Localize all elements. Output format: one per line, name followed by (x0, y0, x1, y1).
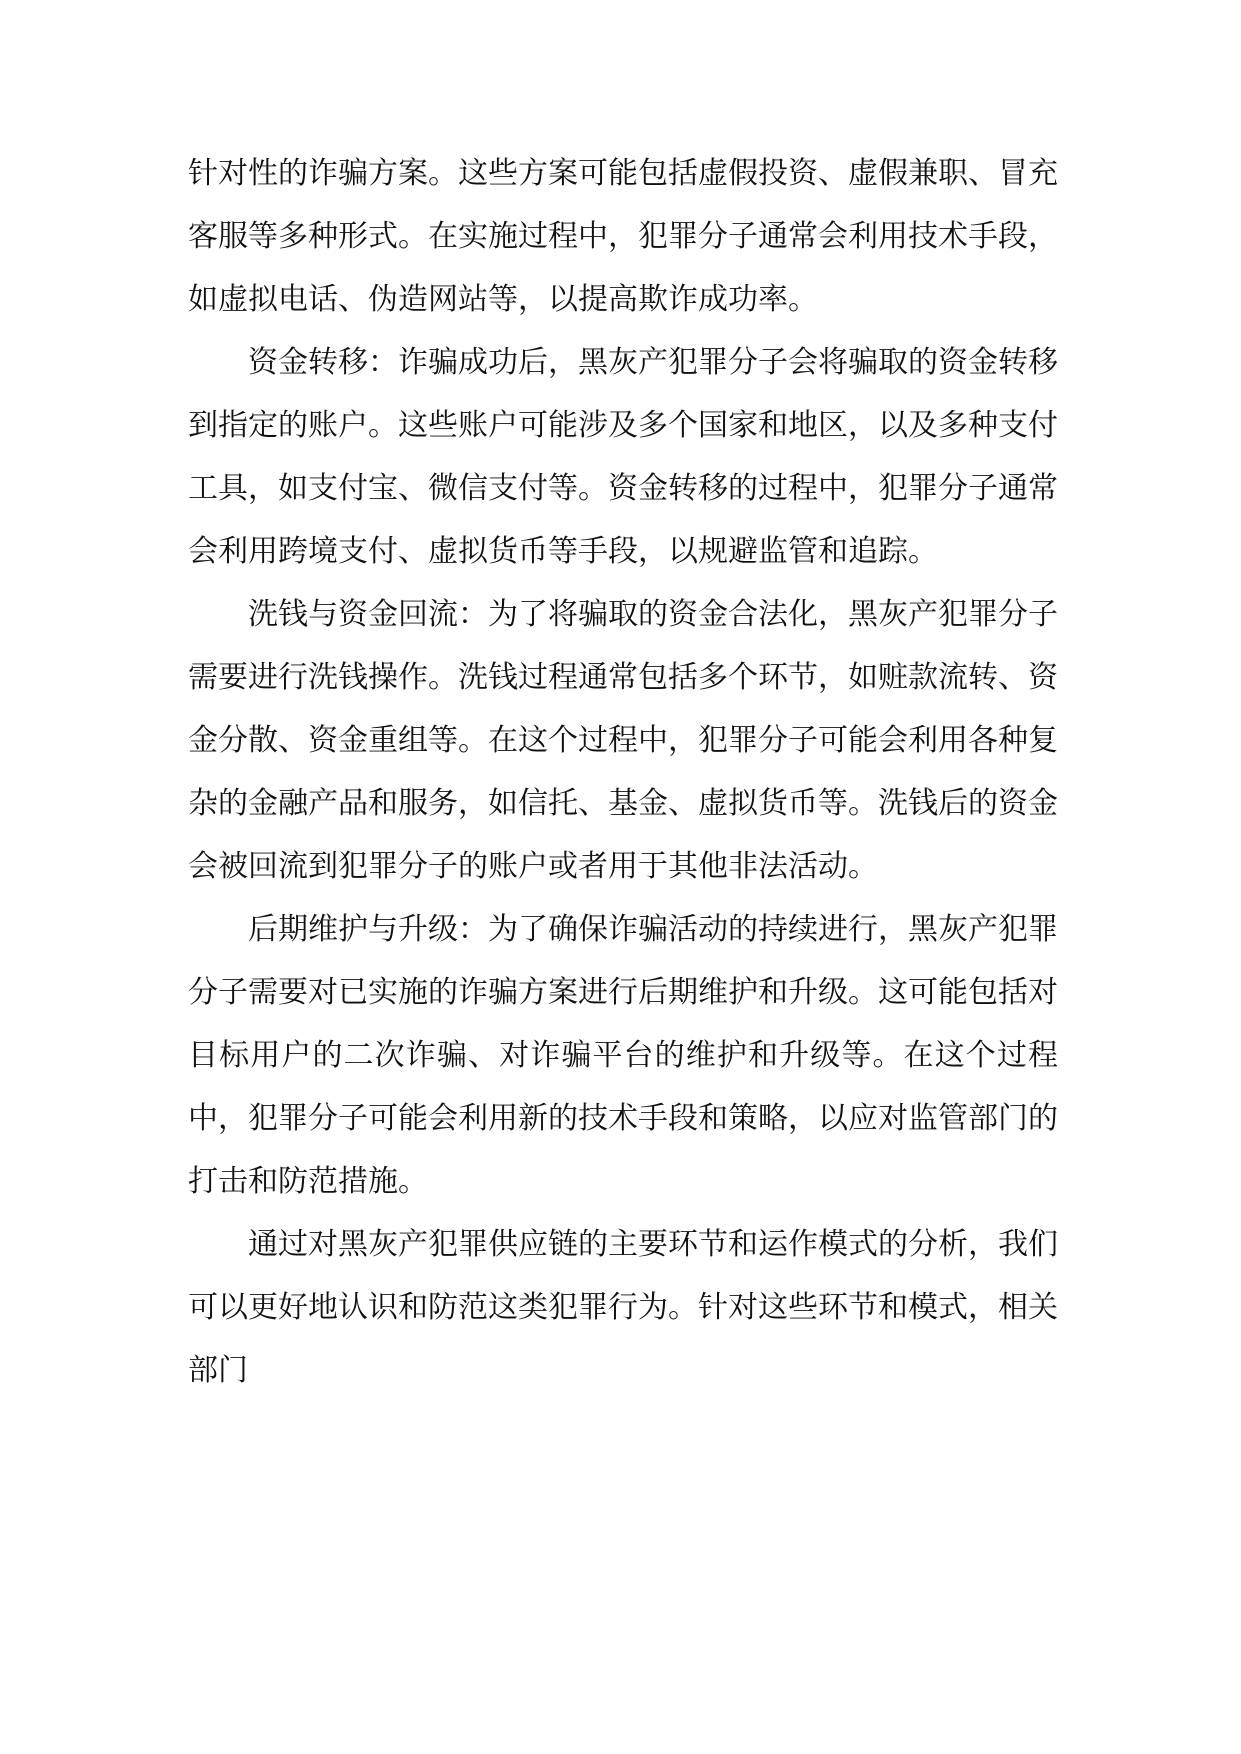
paragraph-fund-transfer: 资金转移：诈骗成功后，黑灰产犯罪分子会将骗取的资金转移到指定的账户。这些账户可能涉及多个国家和地区，以及多种支付工具，如支付宝、微信支付等。资金转移的过程中，犯罪分子通常会利用跨境支付、虚拟货币等手段，以规避监管和追踪。 (188, 345, 1058, 569)
paragraph-money-laundering: 洗钱与资金回流：为了将骗取的资金合法化，黑灰产犯罪分子需要进行洗钱操作。洗钱过程通常包括多个环节，如赃款流转、资金分散、资金重组等。在这个过程中，犯罪分子可能会利用各种复杂的金融产品和服务，如信托、基金、虚拟货币等。洗钱后的资金会被回流到犯罪分子的账户或者用于其他非法活动。 (188, 597, 1058, 884)
paragraph-continuation: 针对性的诈骗方案。这些方案可能包括虚假投资、虚假兼职、冒充客服等多种形式。在实施过程中，犯罪分子通常会利用技术手段，如虚拟电话、伪造网站等，以提高欺诈成功率。 (188, 156, 1058, 317)
paragraph-conclusion: 通过对黑灰产犯罪供应链的主要环节和运作模式的分析，我们可以更好地认识和防范这类犯罪行为。针对这些环节和模式，相关部门 (188, 1227, 1058, 1388)
paragraph-maintenance-upgrade: 后期维护与升级：为了确保诈骗活动的持续进行，黑灰产犯罪分子需要对已实施的诈骗方案进行后期维护和升级。这可能包括对目标用户的二次诈骗、对诈骗平台的维护和升级等。在这个过程中，犯罪分子可能会利用新的技术手段和策略，以应对监管部门的打击和防范措施。 (188, 912, 1058, 1199)
document-body (188, 142, 1058, 1402)
